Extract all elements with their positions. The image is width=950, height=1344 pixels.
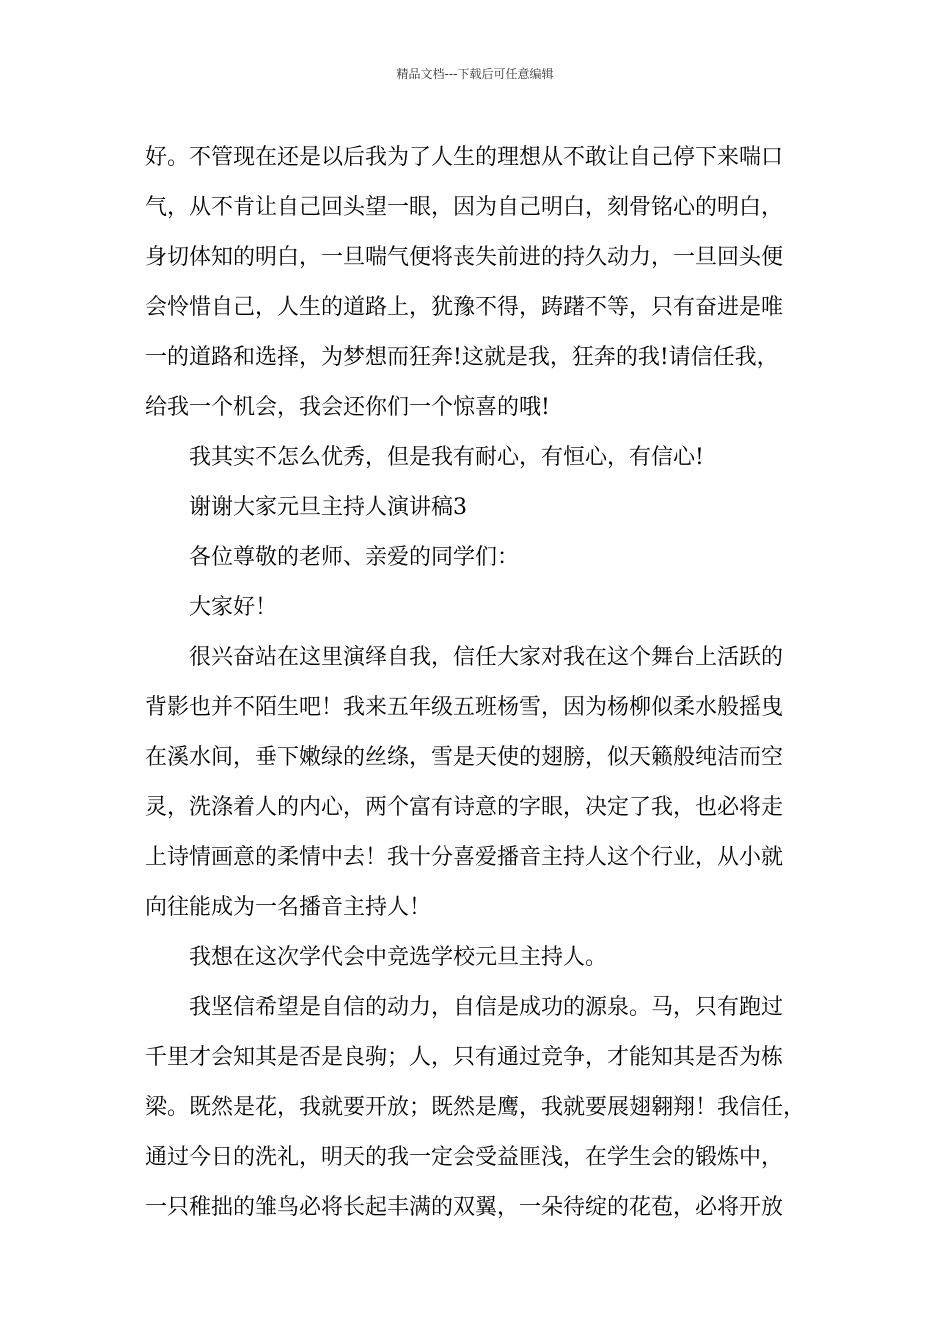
section-title: 谢谢大家元旦主持人演讲稿3 xyxy=(189,495,467,520)
text-line: 很兴奋站在这里演绎自我，信任大家对我在这个舞台上活跃的 xyxy=(189,645,784,670)
text-line: 好。不管现在还是以后我为了人生的理想从不敢让自己停下来喘口 xyxy=(145,145,784,170)
text-line: 我坚信希望是自信的动力，自信是成功的源泉。马，只有跑过 xyxy=(189,995,784,1020)
text-line: 气，从不肯让自己回头望一眼，因为自己明白，刻骨铭心的明白， xyxy=(145,195,784,220)
text-line: 上诗情画意的柔情中去！我十分喜爱播音主持人这个行业，从小就 xyxy=(145,845,784,870)
text-line: 背影也并不陌生吧！我来五年级五班杨雪，因为杨柳似柔水般摇曳 xyxy=(145,695,784,720)
text-line: 梁。既然是花，我就要开放；既然是鹰，我就要展翅翱翔！我信任， xyxy=(145,1095,806,1120)
text-line: 一只稚拙的雏鸟必将长起丰满的双翼，一朵待绽的花苞，必将开放 xyxy=(145,1195,784,1220)
text-line: 我其实不怎么优秀，但是我有耐心，有恒心，有信心! xyxy=(189,445,704,470)
text-line: 会怜惜自己，人生的道路上，犹豫不得，踌躇不等，只有奋进是唯 xyxy=(145,295,784,320)
text-line: 灵，洗涤着人的内心，两个富有诗意的字眼，决定了我，也必将走 xyxy=(145,795,784,820)
text-line: 向往能成为一名播音主持人！ xyxy=(145,895,432,920)
text-line: 千里才会知其是否是良驹；人，只有通过竞争，才能知其是否为栋 xyxy=(145,1045,784,1070)
page-header: 精品文档---下载后可任意编辑 xyxy=(396,67,554,81)
text-line: 给我一个机会，我会还你们一个惊喜的哦! xyxy=(145,395,550,420)
text-line: 我想在这次学代会中竞选学校元旦主持人。 xyxy=(189,945,608,970)
salutation: 各位尊敬的老师、亲爱的同学们： xyxy=(189,545,520,570)
text-line: 一的道路和选择，为梦想而狂奔!这就是我，狂奔的我!请信任我， xyxy=(145,345,779,370)
greeting: 大家好！ xyxy=(189,595,278,620)
text-line: 在溪水间，垂下嫩绿的丝绦，雪是天使的翅膀，似天籁般纯洁而空 xyxy=(145,745,784,770)
text-line: 身切体知的明白，一旦喘气便将丧失前进的持久动力，一旦回头便 xyxy=(145,245,784,270)
text-line: 通过今日的洗礼，明天的我一定会受益匪浅，在学生会的锻炼中， xyxy=(145,1145,784,1170)
document-body xyxy=(145,133,825,1233)
